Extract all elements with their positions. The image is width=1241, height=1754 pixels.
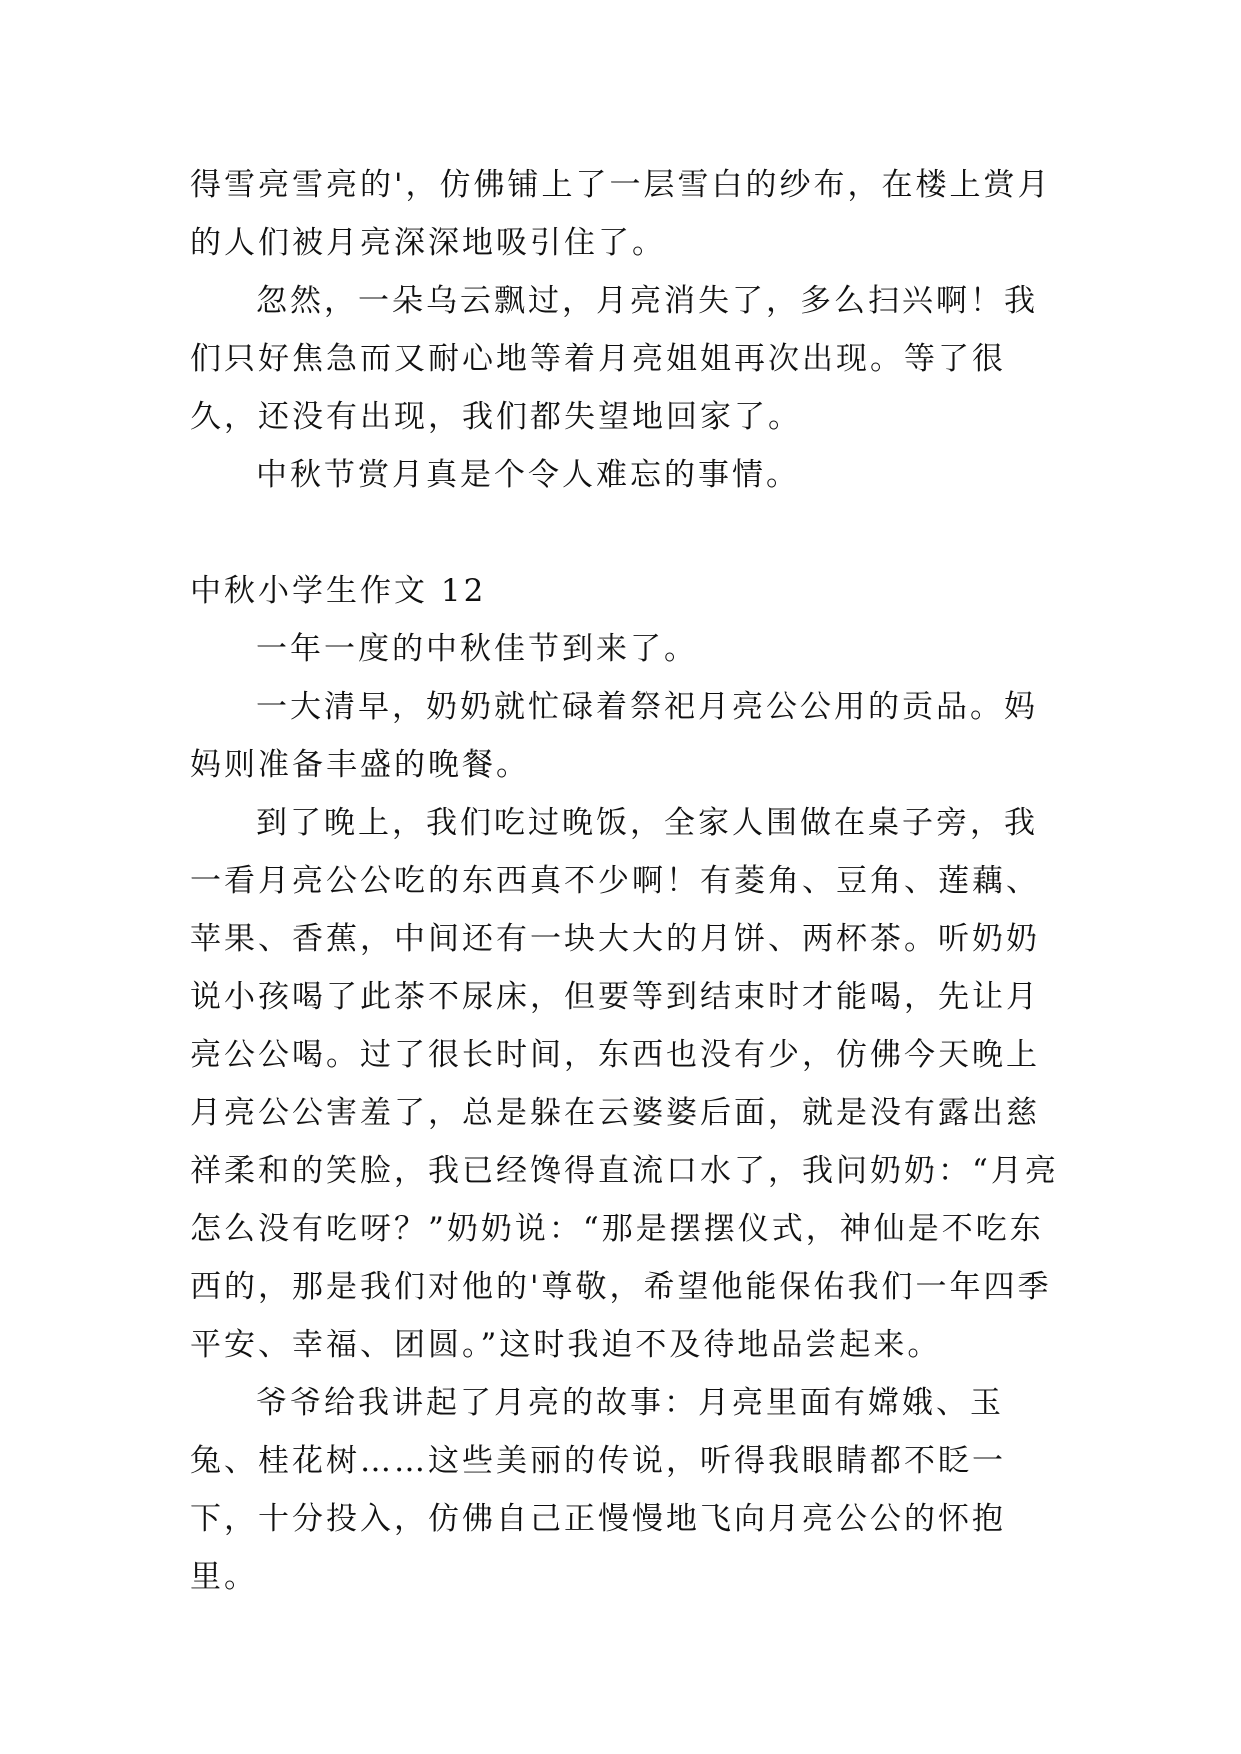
paragraph-cloud: 忽然，一朵乌云飘过，月亮消失了，多么扫兴啊！我们只好焦急而又耐心地等着月亮姐姐再次出现。等了很久，还没有出现，我们都失望地回家了。: [190, 283, 1038, 435]
document-body: [190, 156, 1060, 1606]
section-title: 中秋小学生作文 12: [190, 573, 487, 609]
paragraph-continuation: 得雪亮雪亮的'，仿佛铺上了一层雪白的纱布，在楼上赏月的人们被月亮深深地吸引住了。: [190, 167, 1052, 261]
section-spacer: [190, 504, 1060, 562]
paragraph-story: 爷爷给我讲起了月亮的故事：月亮里面有嫦娥、玉兔、桂花树……这些美丽的传说，听得我眼睛都不眨一下，十分投入，仿佛自己正慢慢地飞向月亮公公的怀抱里。: [190, 1385, 1006, 1595]
paragraph-intro: 一年一度的中秋佳节到来了。: [256, 631, 698, 667]
paragraph-evening: 到了晚上，我们吃过晚饭，全家人围做在桌子旁，我一看月亮公公吃的东西真不少啊！有菱角、豆角、莲藕、苹果、香蕉，中间还有一块大大的月饼、两杯茶。听奶奶说小孩喝了此茶不尿床，但要等到结束时才能喝，先让月亮公公喝。过了很长时间，东西也没有少，仿佛今天晚上月亮公公害羞了，总是躲在云婆婆后面，就是没有露出慈祥柔和的笑脸，我已经馋得直流口水了，我问奶奶：“月亮怎么没有吃呀？”奶奶说：“那是摆摆仪式，神仙是不吃东西的，那是我们对他的'尊敬，希望他能保佑我们一年四季平安、幸福、团圆。”这时我迫不及待地品尝起来。: [190, 805, 1059, 1363]
paragraph-conclusion: 中秋节赏月真是个令人难忘的事情。: [256, 457, 800, 493]
paragraph-morning: 一大清早，奶奶就忙碌着祭祀月亮公公用的贡品。妈妈则准备丰盛的晚餐。: [190, 689, 1038, 783]
